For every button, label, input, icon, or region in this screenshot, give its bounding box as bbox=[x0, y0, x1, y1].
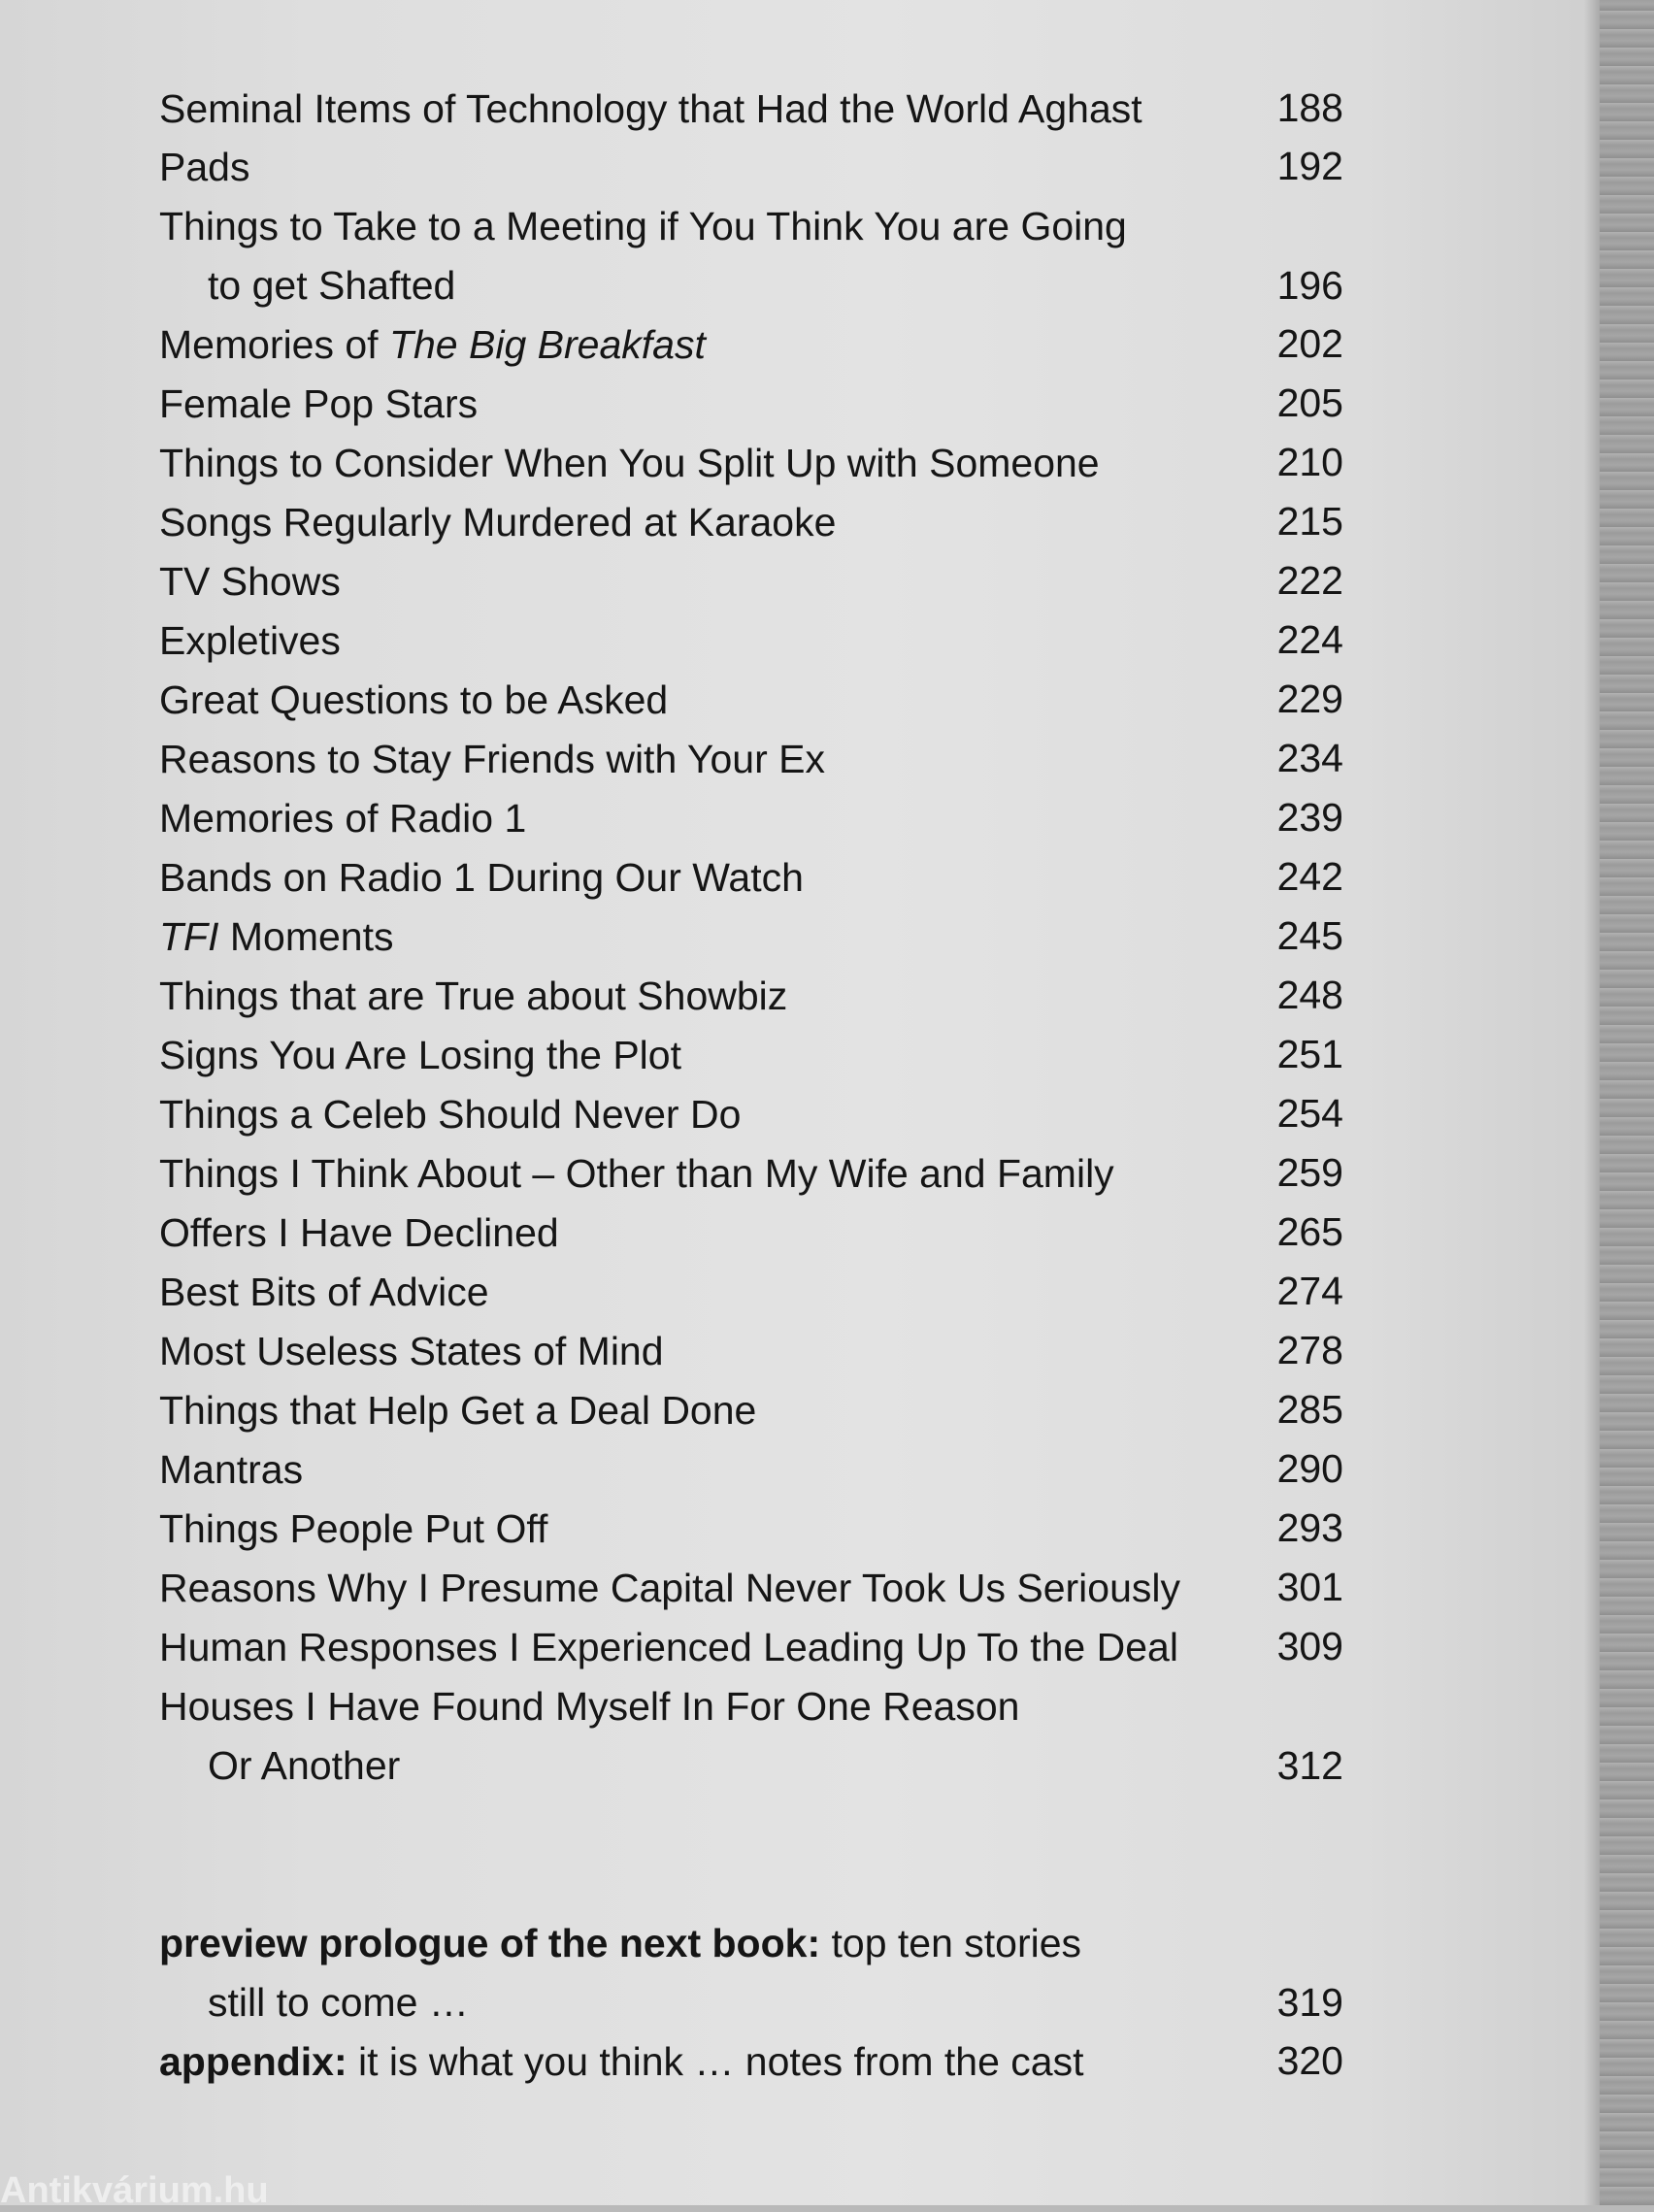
toc-entry-page: 210 bbox=[1276, 440, 1343, 484]
back-matter-entry bbox=[159, 2032, 1343, 2091]
toc-entry-page: 285 bbox=[1276, 1387, 1343, 1432]
toc-entry bbox=[159, 1559, 1343, 1617]
toc-entry bbox=[159, 1204, 1343, 1262]
toc-entry-page: 222 bbox=[1276, 558, 1343, 603]
toc-entry-title: Pads bbox=[159, 145, 250, 189]
back-matter-text: it is what you think … notes from the cast bbox=[347, 2039, 1084, 2084]
toc-entry-page: 293 bbox=[1276, 1505, 1343, 1550]
toc-entry-title-line2: Or Another bbox=[208, 1743, 401, 1788]
toc-entry-title: Great Questions to be Asked bbox=[159, 677, 669, 722]
toc-entry-title bbox=[159, 197, 1207, 315]
toc-entry-page: 196 bbox=[1276, 263, 1343, 308]
toc-entry bbox=[159, 1440, 1343, 1499]
toc-entry-title bbox=[159, 1677, 1207, 1796]
back-matter-page: 319 bbox=[1276, 1980, 1343, 2025]
toc-entry-title: Human Responses I Experienced Leading Up To the Deal bbox=[159, 1625, 1178, 1669]
toc-entry bbox=[159, 789, 1343, 847]
toc-entry-page: 192 bbox=[1276, 144, 1343, 188]
toc-entry-title-italic: TFI bbox=[159, 914, 219, 959]
toc-entry-title-italic: The Big Breakfast bbox=[388, 322, 706, 367]
toc-entry bbox=[159, 1144, 1343, 1203]
toc-entry-page: 278 bbox=[1276, 1328, 1343, 1372]
toc-entry-title: Things that are True about Showbiz bbox=[159, 974, 788, 1018]
toc-entry bbox=[159, 1618, 1343, 1676]
toc-entry-title: Best Bits of Advice bbox=[159, 1270, 489, 1314]
back-matter-title bbox=[159, 1914, 1207, 2032]
toc-entry bbox=[159, 315, 1343, 374]
toc-entry bbox=[159, 1026, 1343, 1084]
toc-entry bbox=[159, 552, 1343, 611]
toc-entry bbox=[159, 1381, 1343, 1439]
toc-entry-page: 274 bbox=[1276, 1269, 1343, 1313]
toc-entry-page: 239 bbox=[1276, 795, 1343, 840]
toc-entry-title: Expletives bbox=[159, 618, 341, 663]
toc-entry bbox=[159, 1500, 1343, 1558]
toc-entry bbox=[159, 908, 1343, 966]
toc-entry-title: TV Shows bbox=[159, 559, 341, 604]
toc-entry-page: 242 bbox=[1276, 854, 1343, 899]
toc-entry-title: Female Pop Stars bbox=[159, 381, 479, 426]
toc-entry bbox=[159, 80, 1343, 138]
toc-entry-title bbox=[159, 315, 1207, 375]
toc-entry-page: 301 bbox=[1276, 1565, 1343, 1609]
toc-entry-title: Things that Help Get a Deal Done bbox=[159, 1388, 757, 1433]
toc-entry-title-prefix: Memories of bbox=[159, 322, 389, 367]
toc-entry-title: Mantras bbox=[159, 1447, 304, 1492]
toc-entry bbox=[159, 1322, 1343, 1380]
toc-entry-title: Things to Consider When You Split Up with Someone bbox=[159, 441, 1100, 485]
toc-entry-page: 259 bbox=[1276, 1150, 1343, 1195]
toc-entry-page: 309 bbox=[1276, 1624, 1343, 1668]
toc-entry-title: Songs Regularly Murdered at Karaoke bbox=[159, 500, 837, 545]
toc-entry bbox=[159, 967, 1343, 1025]
toc-entry-page: 188 bbox=[1276, 85, 1343, 130]
toc-entry-page: 265 bbox=[1276, 1209, 1343, 1254]
toc-entry-title: Most Useless States of Mind bbox=[159, 1329, 664, 1373]
watermark: Antikvárium.hu bbox=[0, 2170, 269, 2211]
toc-entry-title: Things I Think About – Other than My Wife and Family bbox=[159, 1151, 1114, 1196]
toc-entry-title: Bands on Radio 1 During Our Watch bbox=[159, 855, 804, 900]
toc-entry-title-line2: to get Shafted bbox=[208, 263, 456, 308]
toc-entry-title: Signs You Are Losing the Plot bbox=[159, 1033, 681, 1077]
toc-entry bbox=[159, 1263, 1343, 1321]
toc-entry-title: Memories of Radio 1 bbox=[159, 796, 527, 841]
back-matter-text-line2: still to come … bbox=[208, 1980, 469, 2025]
toc-entry bbox=[159, 138, 1343, 196]
toc-entry bbox=[159, 434, 1343, 492]
toc-entry bbox=[159, 197, 1343, 315]
toc-entry-page: 245 bbox=[1276, 913, 1343, 958]
toc-entry-title bbox=[159, 908, 1207, 967]
toc-entry-title: Reasons to Stay Friends with Your Ex bbox=[159, 737, 825, 781]
toc-entry bbox=[159, 493, 1343, 551]
toc-entry bbox=[159, 730, 1343, 788]
toc-entry bbox=[159, 611, 1343, 670]
toc-entry-page: 290 bbox=[1276, 1446, 1343, 1491]
background-surface bbox=[1600, 0, 1654, 2205]
back-matter-title bbox=[159, 2032, 1207, 2092]
toc-entry-title: Things People Put Off bbox=[159, 1506, 548, 1551]
toc-entry-title-line1: Things to Take to a Meeting if You Think You are Going bbox=[159, 204, 1127, 248]
back-matter-label: appendix: bbox=[159, 2039, 347, 2084]
toc-entry-page: 254 bbox=[1276, 1091, 1343, 1136]
toc-entry bbox=[159, 848, 1343, 907]
toc-entry-page: 234 bbox=[1276, 736, 1343, 780]
toc-entry-page: 224 bbox=[1276, 617, 1343, 662]
toc-entry-page: 202 bbox=[1276, 321, 1343, 366]
back-matter-page: 320 bbox=[1276, 2038, 1343, 2083]
back-matter-text: top ten stories bbox=[820, 1921, 1082, 1965]
toc-entry-page: 251 bbox=[1276, 1032, 1343, 1076]
toc-entry-title: Seminal Items of Technology that Had the World Aghast bbox=[159, 86, 1142, 131]
toc-entry-title-suffix: Moments bbox=[218, 914, 394, 959]
toc-entry-title: Offers I Have Declined bbox=[159, 1210, 559, 1255]
toc-entry-page: 248 bbox=[1276, 973, 1343, 1017]
toc-entry-page: 312 bbox=[1276, 1743, 1343, 1788]
toc-entry-title: Things a Celeb Should Never Do bbox=[159, 1092, 742, 1137]
toc-entry bbox=[159, 671, 1343, 729]
toc-entry bbox=[159, 1085, 1343, 1143]
toc-entry-title: Reasons Why I Presume Capital Never Took Us Seriously bbox=[159, 1566, 1180, 1610]
toc-entry-page: 215 bbox=[1276, 499, 1343, 544]
toc-entry-page: 205 bbox=[1276, 380, 1343, 425]
toc-entry bbox=[159, 1677, 1343, 1796]
back-matter-entry bbox=[159, 1914, 1343, 2032]
back-matter-label: preview prologue of the next book: bbox=[159, 1921, 821, 1965]
toc-entry bbox=[159, 375, 1343, 433]
toc-entry-page: 229 bbox=[1276, 677, 1343, 721]
toc-entry-title-line1: Houses I Have Found Myself In For One Reason bbox=[159, 1684, 1020, 1729]
